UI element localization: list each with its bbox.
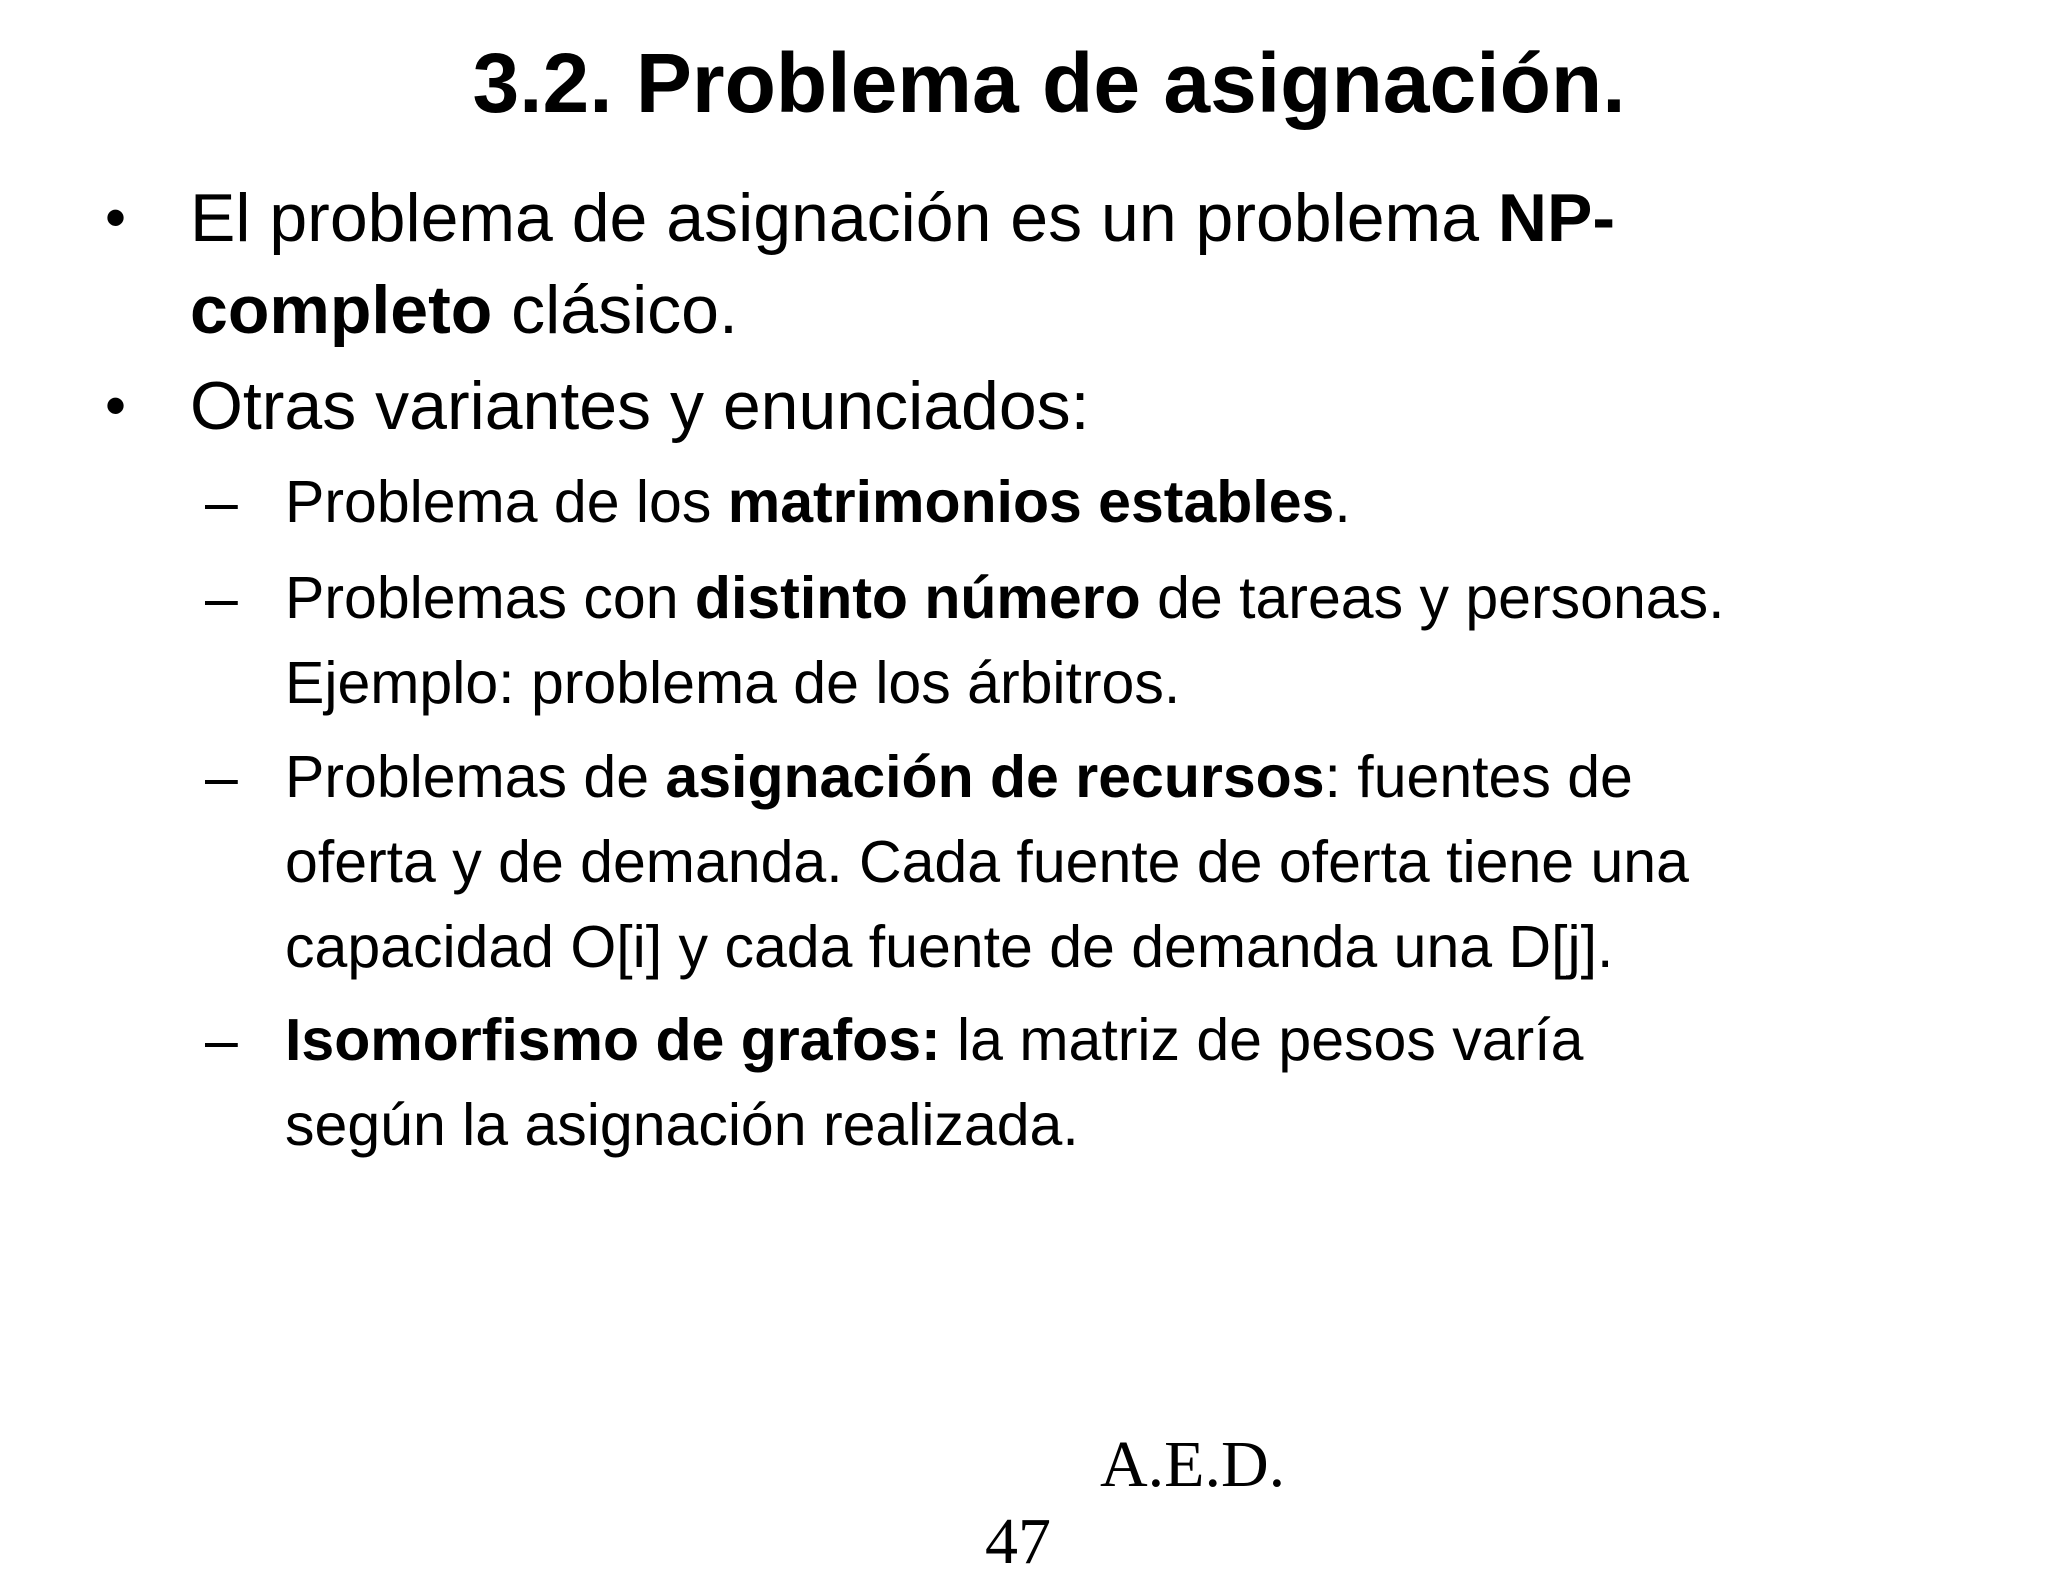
subitem-resource-assignment bbox=[205, 735, 2005, 990]
slide-title: 3.2. Problema de asignación. bbox=[472, 36, 1626, 130]
subitem-text: de tareas y personas. bbox=[1140, 565, 1725, 631]
subitem-stable-marriage bbox=[205, 460, 2005, 545]
dash-marker: – bbox=[205, 1007, 238, 1073]
subitem-text: Problema de los bbox=[285, 469, 728, 535]
bullet-text: El problema de asignación es un problema bbox=[190, 180, 1498, 256]
subitem-bold-text: matrimonios estables bbox=[727, 469, 1335, 535]
subitem-text: : fuentes de bbox=[1324, 744, 1633, 810]
subitem-bold-text: asignación de recursos bbox=[665, 744, 1325, 810]
bullet-bold-text: NP- bbox=[1497, 180, 1616, 256]
footer-course-label: A.E.D. bbox=[1100, 1428, 1286, 1501]
dash-marker: – bbox=[205, 744, 238, 810]
subitem-text: según la asignación realizada. bbox=[285, 1092, 1079, 1158]
subitem-text: oferta y de demanda. Cada fuente de oferta tiene una bbox=[285, 829, 1689, 895]
dash-marker: – bbox=[205, 565, 238, 631]
subitem-bold-text: distinto número bbox=[694, 565, 1141, 631]
bullet-text: Otras variantes y enunciados: bbox=[190, 368, 1090, 444]
subitem-text: . bbox=[1334, 469, 1351, 535]
subitem-different-number bbox=[205, 556, 2005, 726]
subitem-text: Problemas de bbox=[285, 744, 666, 810]
bullet-marker: • bbox=[105, 184, 127, 251]
bullet-marker: • bbox=[105, 372, 127, 439]
footer-page-number: 47 bbox=[985, 1505, 1051, 1578]
bullet-np-complete bbox=[105, 172, 1890, 356]
bullet-text: clásico. bbox=[492, 272, 738, 348]
bullet-variants bbox=[105, 360, 1890, 452]
subitem-text: Problemas con bbox=[285, 565, 695, 631]
bullet-bold-text: completo bbox=[190, 272, 493, 348]
subitem-text: capacidad O[i] y cada fuente de demanda una D[j]. bbox=[285, 914, 1614, 980]
subitem-text: Ejemplo: problema de los árbitros. bbox=[285, 650, 1181, 716]
subitem-text: la matriz de pesos varía bbox=[940, 1007, 1584, 1073]
dash-marker: – bbox=[205, 469, 238, 535]
subitem-graph-isomorphism bbox=[205, 998, 2005, 1168]
subitem-bold-text: Isomorfismo de grafos: bbox=[285, 1007, 941, 1073]
